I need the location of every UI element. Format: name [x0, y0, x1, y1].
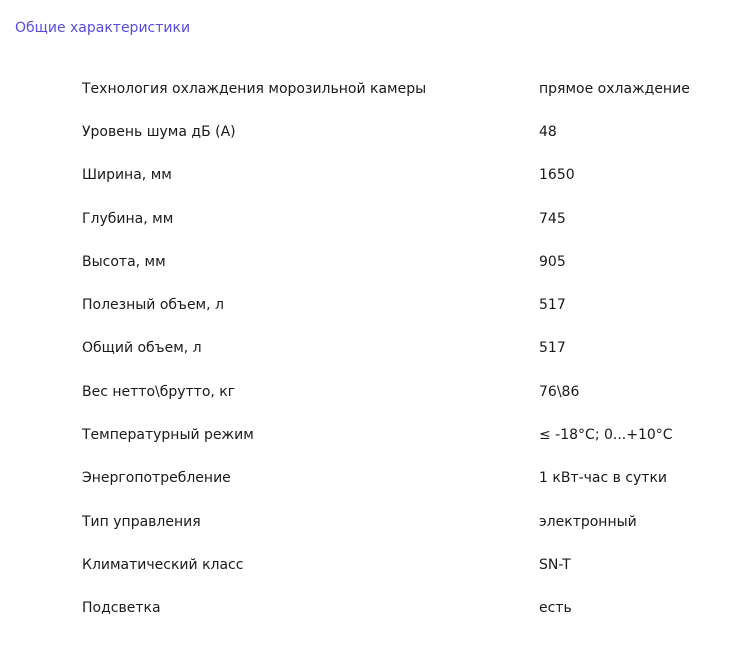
- spec-label: Тип управления: [82, 513, 201, 530]
- spec-label: Ширина, мм: [82, 167, 172, 184]
- spec-value: 905: [539, 253, 566, 270]
- spec-value: есть: [539, 600, 572, 617]
- spec-row-width: [82, 154, 722, 197]
- spec-value: электронный: [539, 513, 637, 530]
- spec-label: Климатический класс: [82, 556, 244, 573]
- spec-label: Температурный режим: [82, 427, 254, 444]
- spec-value: 745: [539, 210, 566, 227]
- spec-row-depth: [82, 197, 722, 240]
- spec-row-temperature-mode: [82, 413, 722, 456]
- spec-value: 76\86: [539, 383, 580, 400]
- spec-value: 517: [539, 297, 566, 314]
- spec-row-climate-class: [82, 543, 722, 586]
- spec-label: Энергопотребление: [82, 470, 231, 487]
- spec-label: Уровень шума дБ (А): [82, 123, 236, 140]
- spec-label: Глубина, мм: [82, 210, 174, 227]
- spec-row-weight: [82, 370, 722, 413]
- section-title[interactable]: Общие характеристики: [15, 20, 191, 36]
- specs-table: [82, 67, 722, 630]
- spec-label: Вес нетто\брутто, кг: [82, 383, 236, 400]
- spec-row-total-volume: [82, 327, 722, 370]
- spec-row-cooling-technology: [82, 67, 722, 110]
- spec-row-control-type: [82, 500, 722, 543]
- spec-value: SN-T: [539, 556, 571, 573]
- spec-row-usable-volume: [82, 283, 722, 326]
- spec-value: 1650: [539, 167, 575, 184]
- spec-value: 48: [539, 123, 557, 140]
- spec-label: Высота, мм: [82, 253, 166, 270]
- spec-label: Полезный объем, л: [82, 297, 224, 314]
- spec-label: Технология охлаждения морозильной камеры: [82, 80, 427, 97]
- spec-value: 1 кВт-час в сутки: [539, 470, 668, 487]
- spec-value: ≤ -18°C; 0...+10°C: [539, 427, 673, 444]
- spec-row-noise-level: [82, 110, 722, 153]
- spec-label: Общий объем, л: [82, 340, 202, 357]
- spec-row-energy-consumption: [82, 457, 722, 500]
- spec-label: Подсветка: [82, 600, 161, 617]
- spec-value: прямое охлаждение: [539, 80, 690, 97]
- spec-row-lighting: [82, 587, 722, 630]
- spec-row-height: [82, 240, 722, 283]
- spec-value: 517: [539, 340, 566, 357]
